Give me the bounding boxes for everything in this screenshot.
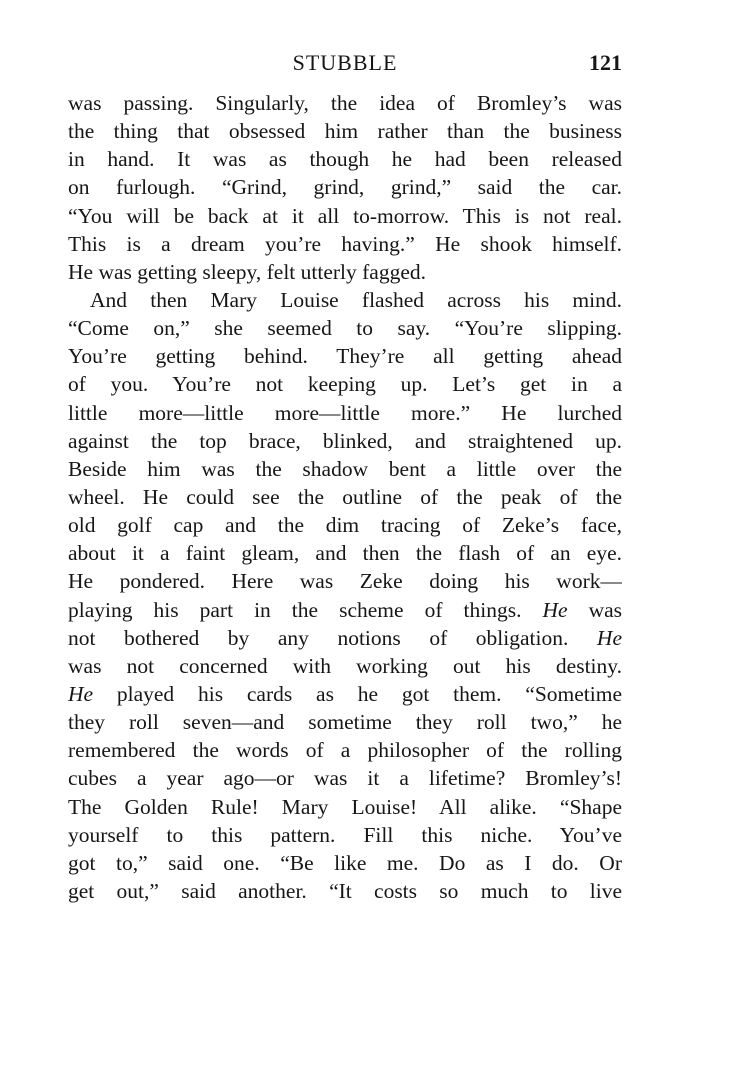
text-line: And then Mary Louise flashed across his mind. bbox=[90, 287, 622, 312]
text-line: Beside him was the shadow bent a little over the bbox=[68, 456, 622, 481]
text-line: cubes a year ago—or was it a lifetime? Bromley’s! bbox=[68, 766, 622, 791]
text-line: get out,” said another. “It costs so much to live bbox=[68, 878, 622, 903]
text-line: wheel. He could see the outline of the peak of the bbox=[68, 484, 622, 509]
paragraph bbox=[68, 89, 622, 286]
text-line: was passing. Singularly, the idea of Bromley’s was bbox=[68, 91, 622, 115]
page-number: 121 bbox=[589, 50, 622, 75]
text-line: the thing that obsessed him rather than the business bbox=[68, 119, 622, 144]
paragraph bbox=[68, 286, 622, 905]
text-line: The Golden Rule! Mary Louise! All alike. “Shape bbox=[68, 794, 622, 819]
text-line: playing his part in the scheme of things. He was bbox=[68, 597, 622, 622]
text-line: You’re getting behind. They’re all getting ahead bbox=[68, 344, 622, 369]
running-head bbox=[68, 50, 622, 80]
text-line: not bothered by any notions of obligation. He bbox=[68, 625, 622, 650]
text-line: remembered the words of a philosopher of the rolling bbox=[68, 738, 622, 763]
text-line: He pondered. Here was Zeke doing his work— bbox=[68, 569, 622, 594]
text-line: little more—little more—little more.” He lurched bbox=[68, 400, 622, 425]
running-title: STUBBLE bbox=[292, 50, 398, 75]
text-line: on furlough. “Grind, grind, grind,” said the car. bbox=[68, 175, 622, 200]
text-line: old golf cap and the dim tracing of Zeke’s face, bbox=[68, 513, 622, 538]
text-line: was not concerned with working out his destiny. bbox=[68, 653, 622, 678]
text-line: got to,” said one. “Be like me. Do as I do. Or bbox=[68, 850, 622, 875]
text-line: against the top brace, blinked, and straightened up. bbox=[68, 428, 622, 453]
text-line: This is a dream you’re having.” He shook himself. bbox=[68, 231, 622, 256]
text-line: He was getting sleepy, felt utterly fagged. bbox=[68, 259, 427, 284]
text-line: about it a faint gleam, and then the flash of an eye. bbox=[68, 541, 622, 566]
text-line: they roll seven—and sometime they roll two,” he bbox=[68, 710, 622, 735]
text-line: “Come on,” she seemed to say. “You’re slipping. bbox=[68, 316, 622, 341]
body-text bbox=[68, 89, 622, 905]
text-line: yourself to this pattern. Fill this niche. You’ve bbox=[68, 822, 622, 847]
text-line: in hand. It was as though he had been released bbox=[68, 147, 622, 172]
text-line: of you. You’re not keeping up. Let’s get in a bbox=[68, 372, 622, 397]
text-line: “You will be back at it all to-morrow. This is not real. bbox=[68, 203, 622, 228]
text-line: He played his cards as he got them. “Sometime bbox=[68, 681, 622, 706]
